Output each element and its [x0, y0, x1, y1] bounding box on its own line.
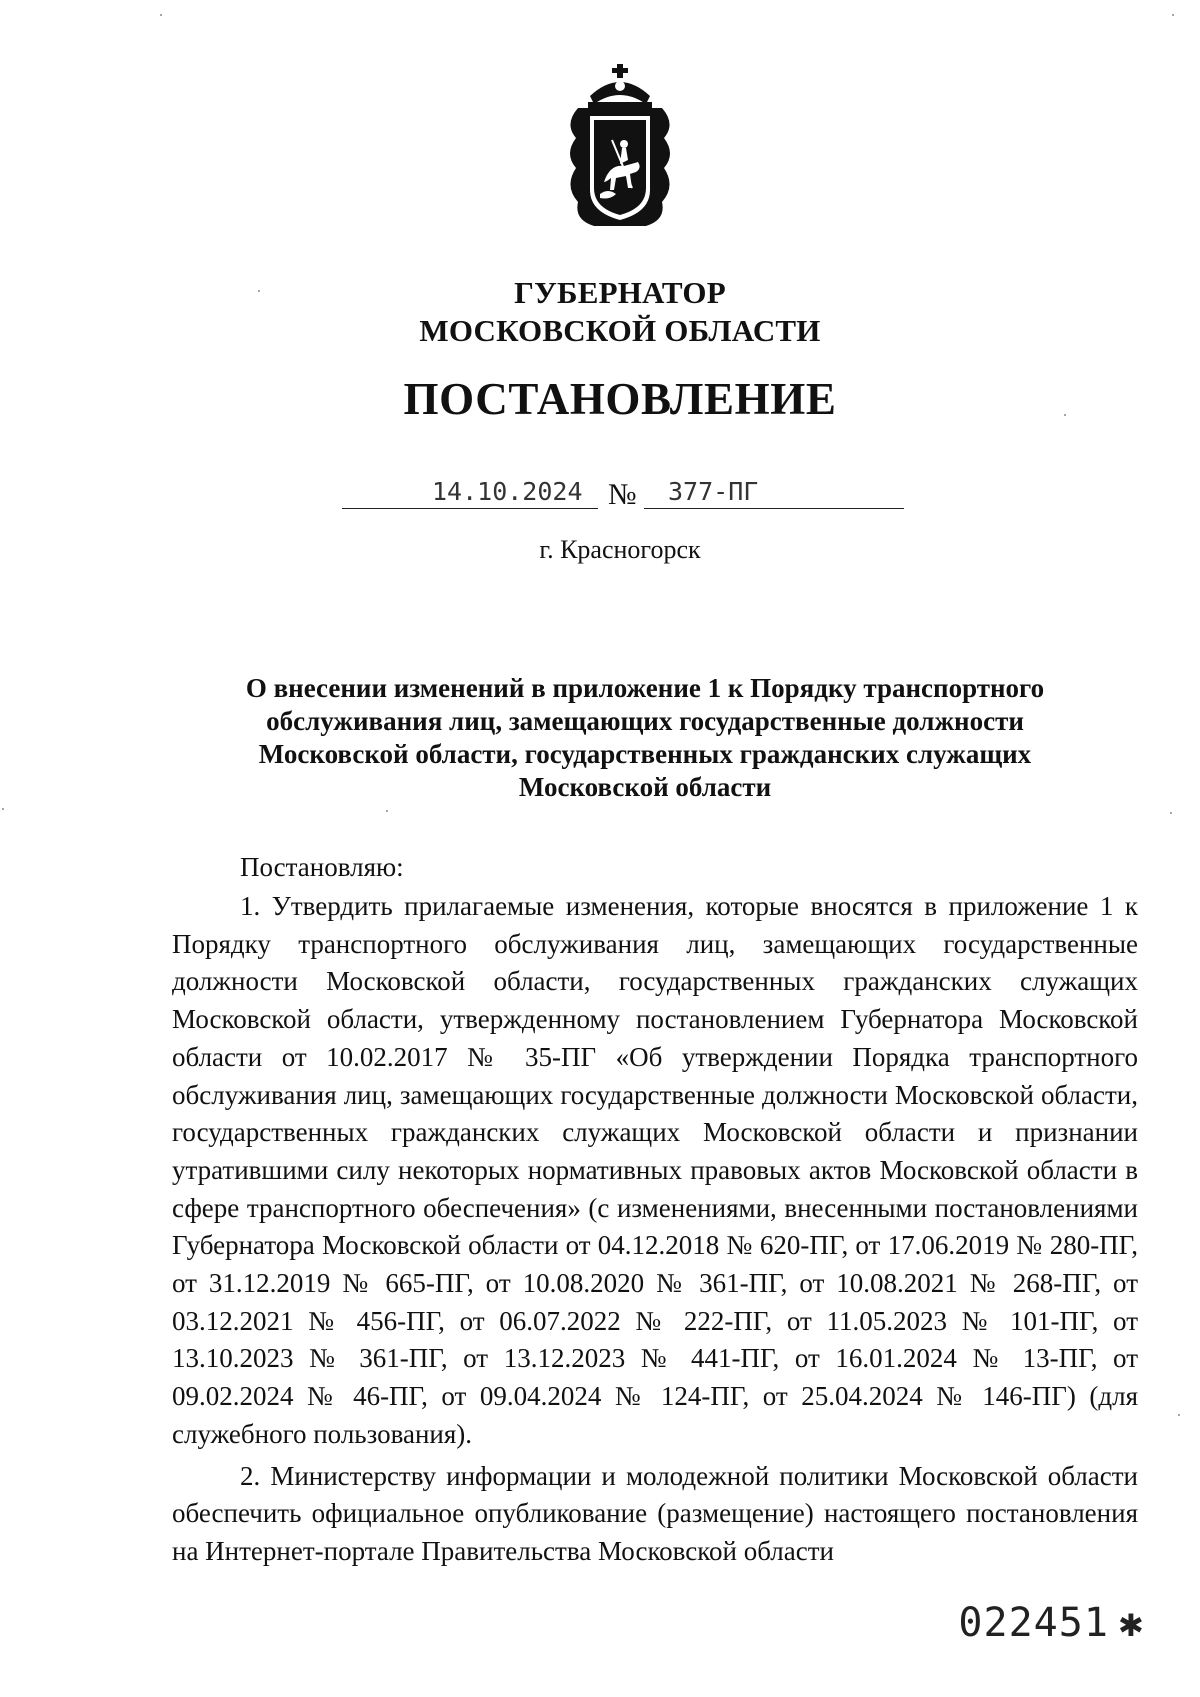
- document-number: 377-ПГ: [668, 477, 759, 506]
- scan-speck: [1178, 1414, 1180, 1416]
- scan-speck: [1064, 414, 1066, 416]
- paragraph-1: 1. Утвердить прилагаемые изменения, которые вносятся в приложение 1 к Порядку транспортного обслуживания лиц, замещающих государственные должности Московской области, государственных гражданских служащих Московской области, утвержденному постановлением Губернатора Московской области от 10.02.2017 № 35-ПГ «Об утверждении Порядка транспортного обслуживания лиц, замещающих государственные должности Московской области, государственных гражданских служащих Московской области и признании утратившими силу некоторых нормативных правовых актов Московской области в сфере транспортного обеспечения» (с изменениями, внесенными постановлениями Губернатора Московской области от 04.12.2018 № 620-ПГ, от 17.06.2019 № 280-ПГ, от 31.12.2019 № 665-ПГ, от 10.08.2020 № 361-ПГ, от 10.08.2021 № 268-ПГ, от 03.12.2021 № 456-ПГ, от 06.07.2022 № 222-ПГ, от 11.05.2023 № 101-ПГ, от 13.10.2023 № 361-ПГ, от 13.12.2023 № 441-ПГ, от 16.01.2024 № 13-ПГ, от 09.02.2024 № 46-ПГ, от 09.04.2024 № 124-ПГ, от 25.04.2024 № 146-ПГ) (для служебного пользования).: [172, 891, 1138, 1449]
- serial-stamp: [958, 1600, 1144, 1646]
- coat-of-arms-icon: [560, 64, 680, 232]
- scan-speck: [2, 808, 4, 810]
- paragraph-2: 2. Министерству информации и молодежной политики Московской области обеспечить официальное опубликование (размещение) настоящего постановления на Интернет-портале Правительства Московской области: [172, 1460, 1138, 1566]
- star-icon: ✱: [1118, 1600, 1144, 1646]
- date-field: [342, 470, 598, 509]
- scan-speck: [1172, 14, 1174, 16]
- scan-speck: [160, 14, 162, 16]
- number-field: [644, 470, 904, 509]
- scan-speck: [1170, 812, 1172, 814]
- scan-speck: [386, 810, 388, 812]
- city-label: г. Красногорск: [539, 535, 701, 564]
- issuer-title-line-1: ГУБЕРНАТОР: [514, 275, 726, 310]
- document-type-heading: ПОСТАНОВЛЕНИЕ: [403, 374, 837, 424]
- scan-speck: [258, 290, 260, 292]
- date-number-line: [342, 470, 904, 510]
- document-title: О внесении изменений в приложение 1 к Порядку транспортного обслуживания лиц, замещающих государственные должности Московской области, государственных гражданских служащих Московской области: [245, 673, 1045, 802]
- resolution-intro: Постановляю:: [240, 852, 404, 882]
- serial-number: 022451: [958, 1600, 1109, 1646]
- document-body: [172, 888, 1138, 1575]
- number-sign: №: [608, 478, 637, 511]
- issuer-title-line-2: МОСКОВСКОЙ ОБЛАСТИ: [419, 313, 821, 348]
- document-date: 14.10.2024: [432, 477, 583, 506]
